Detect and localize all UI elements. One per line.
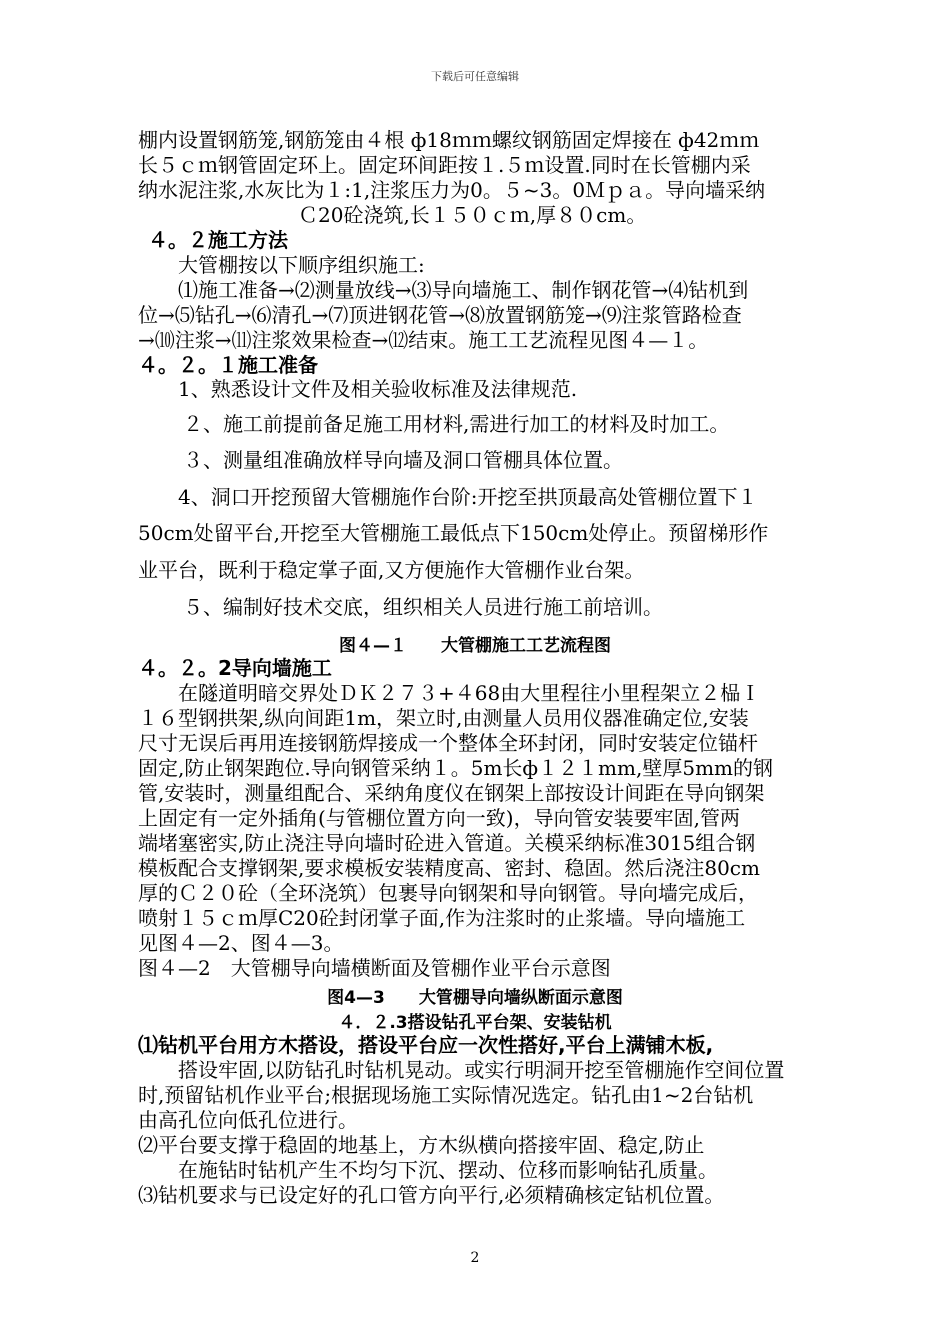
figure-caption: 图４—１ 大管棚施工工艺流程图 <box>339 636 611 656</box>
body-line: 50cm处留平台,开挖至大管棚施工最低点下150cm处停止。预留梯形作 <box>138 521 769 545</box>
section-heading: ⑴钻机平台用方木搭设，搭设平台应一次性搭好,平台上满铺木板, <box>138 1033 714 1057</box>
body-line: 上固定有一定外插角(与管棚位置方向一致)，导向管安装要牢固,管两 <box>138 806 740 830</box>
body-line: 喷射１５ｃｍ厚C20砼封闭掌子面,作为注浆时的止浆墙。导向墙施工 <box>138 906 746 930</box>
body-line: 4、洞口开挖预留大管棚施作台阶:开挖至拱顶最高处管棚位置下１ <box>178 485 758 509</box>
body-line: ３、测量组准确放样导向墙及洞口管棚具体位置。 <box>183 448 623 472</box>
body-line: 图４—2 大管棚导向墙横断面及管棚作业平台示意图 <box>138 956 611 980</box>
section-heading: ４。２。2导向墙施工 <box>138 656 332 680</box>
page-header: 下载后可任意编辑 <box>431 70 519 83</box>
body-line: ⑵平台要支撑于稳固的地基上，方木纵横向搭接牢固、稳定,防止 <box>138 1133 705 1157</box>
body-line: 固定,防止钢架跑位.导向钢管采纳１。5m长ф１２１mm,壁厚5mm的钢 <box>138 756 773 780</box>
figure-caption: 图4—3 大管棚导向墙纵断面示意图 <box>327 988 623 1008</box>
body-line: ５、编制好技术交底，组织相关人员进行施工前培训。 <box>183 595 663 619</box>
body-line: 见图４—2、图４—3。 <box>138 931 344 955</box>
body-line: ⑴施工准备→⑵测量放线→⑶导向墙施工、制作钢花管→⑷钻机到 <box>178 278 749 302</box>
body-line: →⑽注浆→⑾注浆效果检查→⑿结束。施工工艺流程见图４—１。 <box>138 328 709 352</box>
body-line: 由高孔位向低孔位进行。 <box>138 1108 358 1132</box>
page-number: 2 <box>470 1250 480 1266</box>
body-line: 1、熟悉设计文件及相关验收标准及法律规范. <box>178 377 578 401</box>
body-line: 棚内设置钢筋笼,钢筋笼由４根 ф18ｍｍ螺纹钢筋固定焊接在 ф42ｍｍ <box>138 128 760 152</box>
body-line: 厚的Ｃ２０砼（全环浇筑）包裹导向钢架和导向钢管。导向墙完成后， <box>138 881 758 905</box>
body-line: ２、施工前提前备足施工用材料,需进行加工的材料及时加工。 <box>183 412 730 436</box>
body-line: 大管棚按以下顺序组织施工: <box>178 253 425 277</box>
figure-caption: ４．２.3搭设钻孔平台架、安装钻机 <box>338 1013 612 1033</box>
body-line: Ｃ20砼浇筑,长１５０ｃｍ,厚８０cm。 <box>298 203 647 227</box>
body-line: 业平台，既利于稳定掌子面,又方便施作大管棚作业台架。 <box>138 558 645 582</box>
body-line: 位→⑸钻孔→⑹清孔→⑺顶进钢花管→⑻放置钢筋笼→⑼注浆管路检查 <box>138 303 742 327</box>
body-line: ⑶钻机要求与已设定好的孔口管方向平行,必须精确核定钻机位置。 <box>138 1183 725 1207</box>
body-line: １６型钢拱架,纵向间距1m，架立时,由测量人员用仪器准确定位,安装 <box>138 706 749 730</box>
body-line: 纳水泥注浆,水灰比为１:1,注浆压力为0。５~3。0Ｍｐａ。导向墙采纳 <box>138 178 766 202</box>
body-line: 管,安装时，测量组配合、采纳角度仪在钢架上部按设计间距在导向钢架 <box>138 781 765 805</box>
body-line: 在隧道明暗交界处ＤＫ２７３+４68由大里程往小里程架立２榀Ｉ <box>178 681 761 705</box>
body-line: 端堵塞密实,防止浇注导向墙时砼进入管道。关模采纳标准3015组合钢 <box>138 831 756 855</box>
section-heading: ４。２施工方法 <box>148 228 288 252</box>
body-line: 在施钻时钻机产生不均匀下沉、摆动、位移而影响钻孔质量。 <box>178 1158 718 1182</box>
body-line: 长５ｃｍ钢管固定环上。固定环间距按１.５ｍ设置.同时在长管棚内采 <box>138 153 751 177</box>
body-line: 时,预留钻机作业平台;根据现场施工实际情况选定。钻孔由1~2台钻机 <box>138 1083 754 1107</box>
section-heading: ４。２。１施工准备 <box>138 353 318 377</box>
body-line: 模板配合支撑钢架,要求模板安装精度高、密封、稳固。然后浇注80cm <box>138 856 760 880</box>
body-line: 尺寸无误后再用连接钢筋焊接成一个整体全环封闭，同时安装定位锚杆 <box>138 731 758 755</box>
body-line: 搭设牢固,以防钻孔时钻机晃动。或实行明洞开挖至管棚施作空间位置 <box>178 1058 785 1082</box>
